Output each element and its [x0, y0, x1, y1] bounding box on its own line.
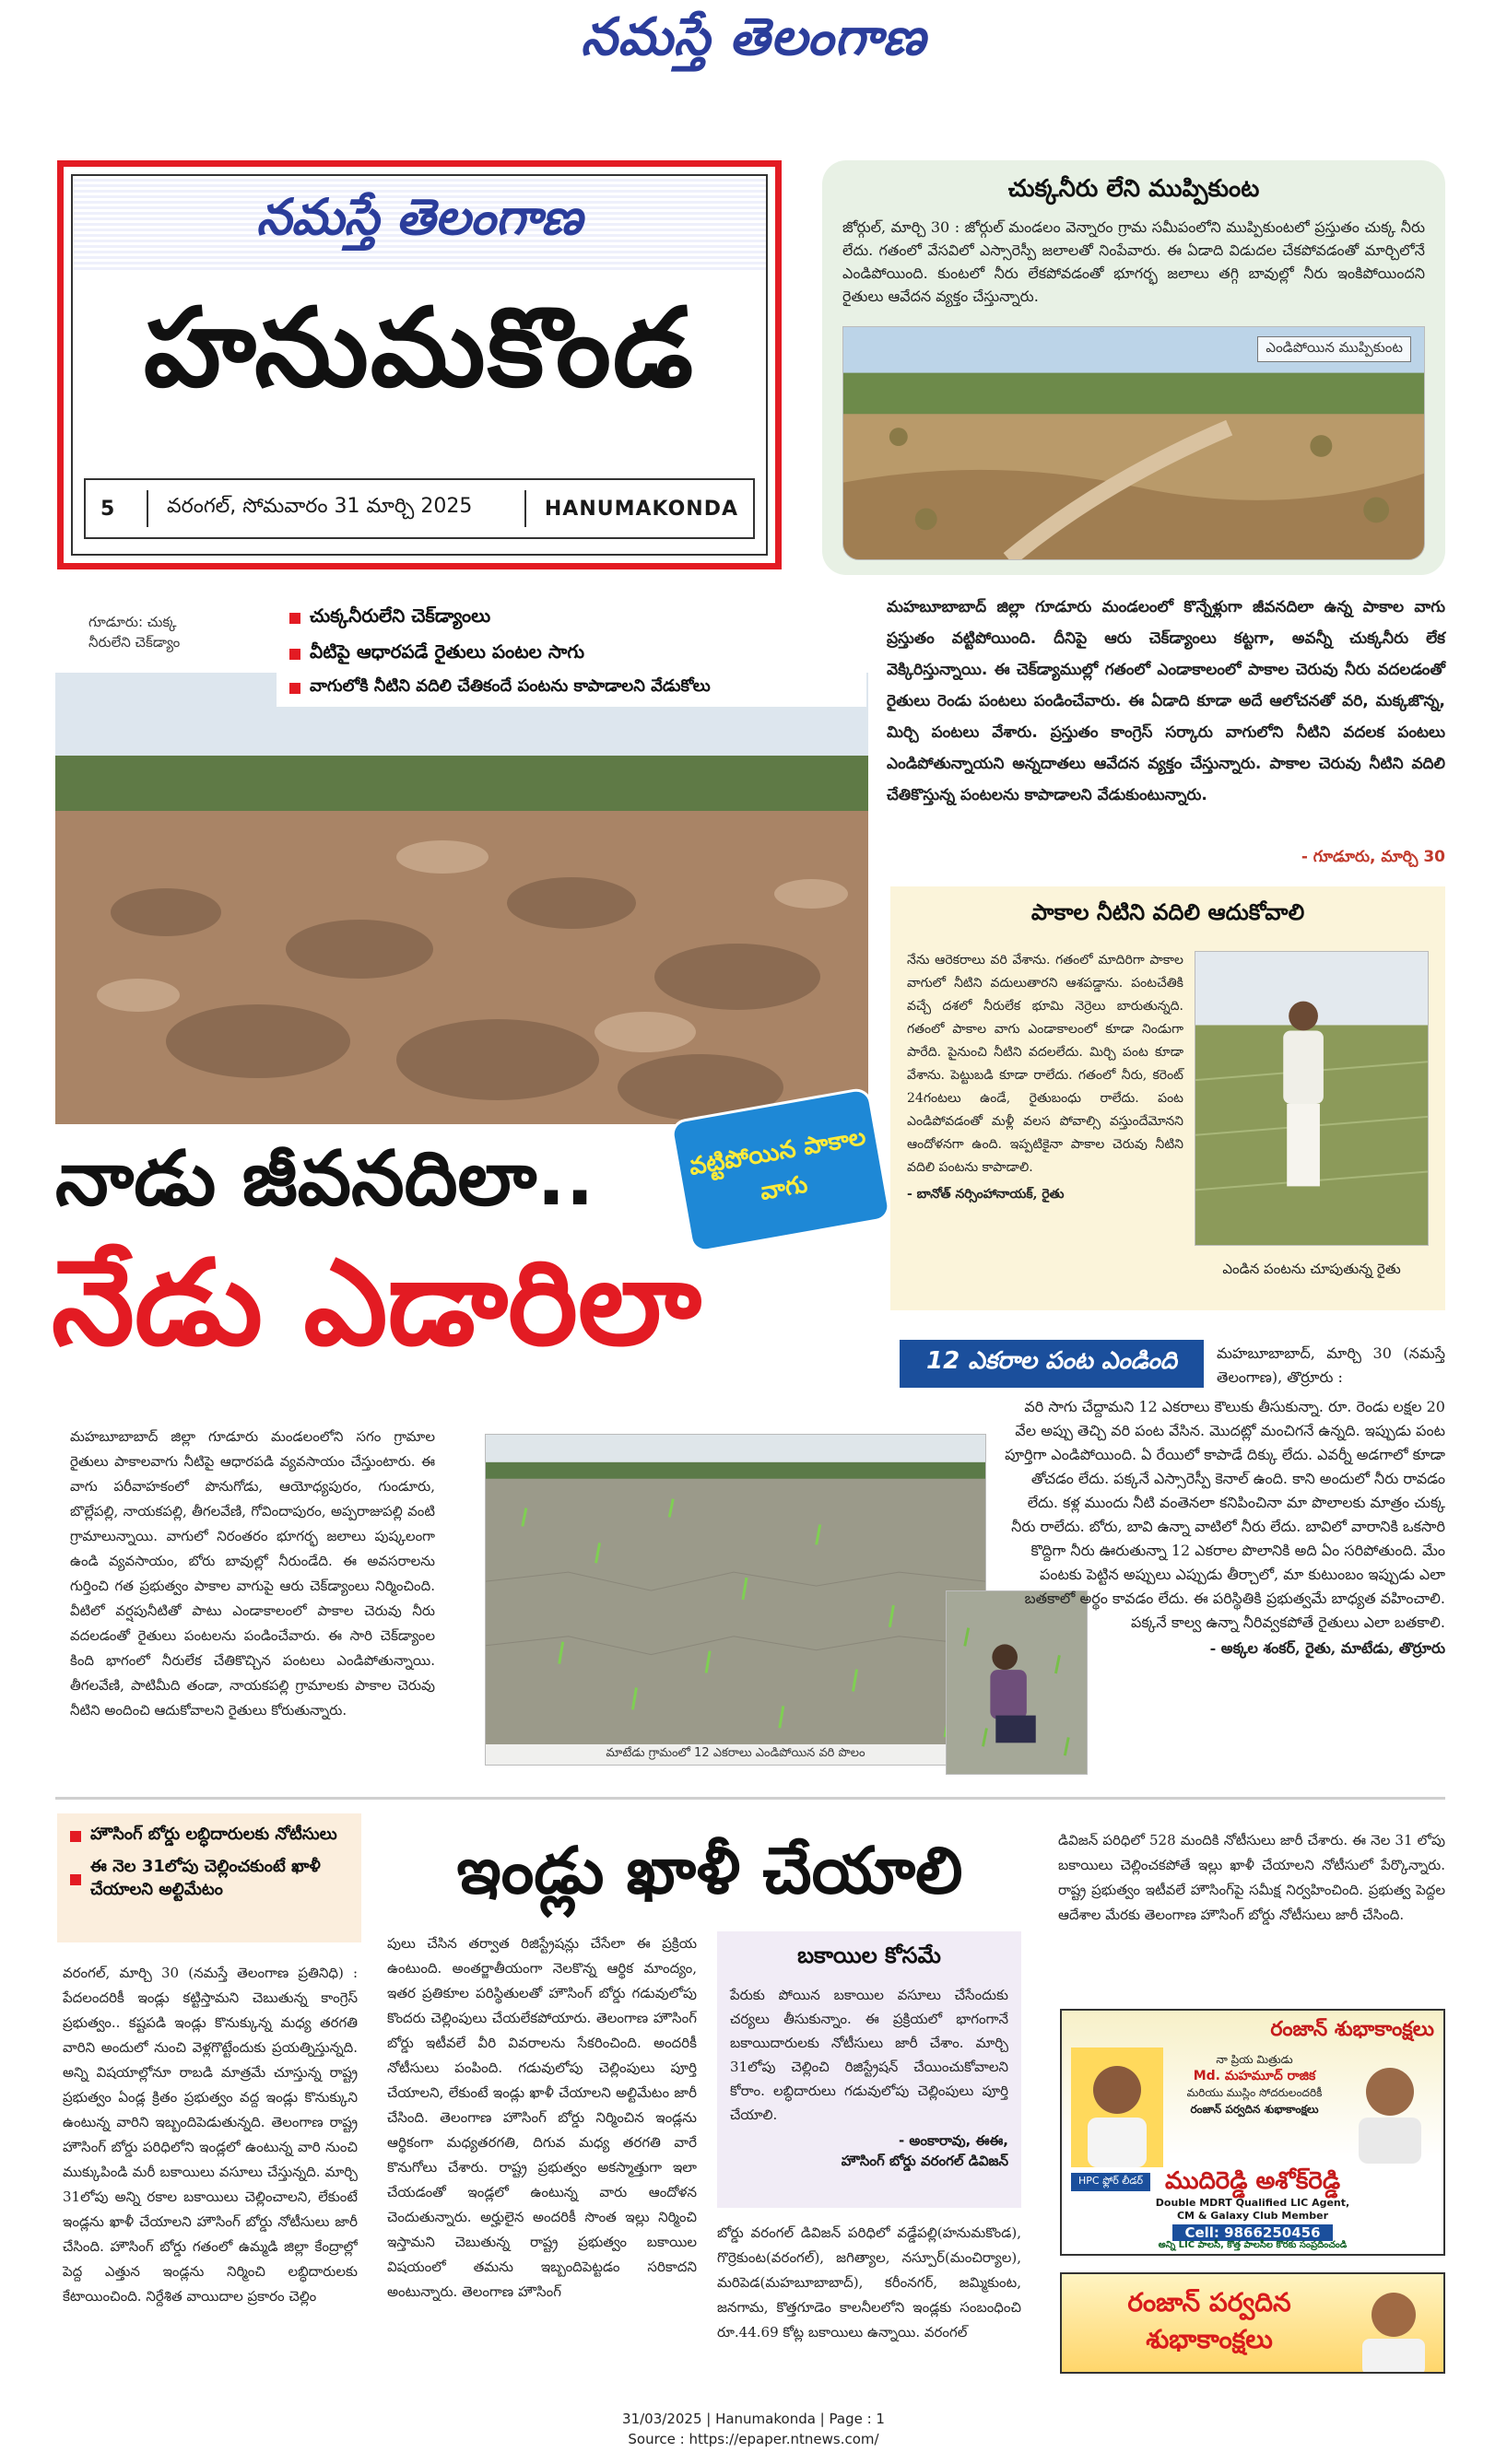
- ramzan-ad: [1060, 2009, 1445, 2256]
- ramzan-ad-sponsor: ముదిరెడ్డి అశోక్‌రెడ్డి: [1164, 2167, 1341, 2195]
- ramzan-ad-tag: HPC ఫ్లోర్ లీడర్: [1071, 2173, 1150, 2191]
- main-caption-small: [88, 612, 218, 652]
- housing-quote-body: పేరుకు పోయిన బకాయిల వసూలు చేసేందుకు చర్యలు తీసుకున్నాం. ఈ ప్రక్రియలో భాగంగానే బకాయిదారులకు నోటీసులు జారీ చేశాం. మార్చి 31లోపు చెల్లించి రిజిస్ట్రేషన్ చేయించుకోవాలని కోరాం. లబ్ధిదారులు గడువులోపు చెల్లింపులు పూర్తి చేయాలి.: [730, 1987, 1008, 2123]
- housing-bullet: హౌసింగ్ బోర్డు లబ్ధిదారులకు నోటీసులు: [70, 1825, 348, 1848]
- ramzan-ad-name: Md. మహమూద్ రాజిక: [1193, 2069, 1316, 2083]
- housing-quote-credit2: హౌసింగ్ బోర్డు వరంగల్ డివిజన్: [841, 2153, 1008, 2169]
- story-12-acres-credit: - అక్కల శంకర్, రైతు, మాటేడు, తొర్రూరు: [1209, 1639, 1445, 1657]
- ramzan-ad-line2: మరియు ముస్లిం సోదరులందరికీ: [1186, 2086, 1323, 2099]
- story-12-acres-dateline: మహబూబాబాద్, మార్చి 30 (నమస్తే తెలంగాణ), తొర్రూరు :: [1217, 1344, 1445, 1386]
- headline-line1: నాడు జీవనదిలా..: [55, 1135, 595, 1223]
- headline-sticker: వట్టిపోయిన పాకాల వాగు: [672, 1089, 889, 1250]
- housing-quote-headline: బకాయిల కోసమే: [797, 1942, 941, 1968]
- ramzan-greeting-ad: [1060, 2272, 1445, 2374]
- ramzan-greeting-title: రంజాన్ పర్వదిన శుభాకాంక్షలు: [1127, 2287, 1291, 2354]
- story-muppikunta-headline: చుక్కనీరు లేని ముప్పికుంట: [1007, 175, 1260, 203]
- housing-headline: ఇండ్లు ఖాళీ చేయాలి: [456, 1833, 963, 1908]
- main-intro: మహబూబాబాద్ జిల్లా గూడూరు మండలంలో కొన్నేళ్లుగా జీవనదిలా ఉన్న పాకాల వాగు ప్రస్తుతం వట్టిపోయింది. దీనిపై ఆరు చెక్‌డ్యాంలు కట్టగా, అవన్నీ చుక్కనీరు లేక వెక్కిరిస్తున్నాయి. ఈ చెక్‌డ్యాముల్లో గతంలో ఎండాకాలంలో పాకాల చెరువు నీరు వదలడంతో రైతులు రెండు పంటలు పండించేవారు. ఈ ఏడాది కూడా అదే ఆలోచనతో వరి, మక్కజొన్న, మిర్చి పంటలు వేశారు. ప్రస్తుతం కాంగ్రెస్ సర్కారు వాగులోని నీటిని వదలక పంటలు ఎండిపోతున్నాయని అన్నదాతలు ఆవేదన వ్యక్తం చేస్తున్నారు. పాకాల చెరువు నీటిని వదిలి చేతికొస్తున్న పంటలను కాపాడాలని వేడుకుంటున్నారు.: [887, 598, 1445, 804]
- main-bullet: చుక్కనీరులేని చెక్‌డ్యాంలు: [289, 604, 854, 631]
- ramzan-ad-sub1: Double MDRT Qualified LIC Agent,: [1155, 2197, 1350, 2209]
- edition-dateline: వరంగల్, సోమవారం 31 మార్చి 2025: [167, 495, 473, 518]
- housing-col1: వరంగల్, మార్చి 30 (నమస్తే తెలంగాణ ప్రతినిధి) : పేదలందరికీ ఇండ్లు కట్టిస్తామని చెబుతున్న కాంగ్రెస్ ప్రభుత్వం.. కష్టపడి ఇండ్లు కొనుక్కున్న మధ్య తరగతి వారిని అందులో నుంచి వెళ్లగొట్టేందుకు ప్రయత్నిస్తున్నది. అన్ని విషయాల్లోనూ రాబడి మాత్రమే చూస్తున్న రాష్ట్ర ప్రభుత్వం ఏండ్ల క్రితం ప్రభుత్వం వద్ద ఇండ్లు కొనుక్కుని ఉంటున్న వారిని ఇబ్బందిపెడుతున్నది. తెలంగాణ రాష్ట్ర హౌసింగ్ బోర్డు పరిధిలోని ఇండ్లలో ఉంటున్న వారి నుంచి ముక్కుపిండి మరీ బకాయిలు వసూలు చేస్తున్నది. మార్చి 31లోపు అన్ని రకాల బకాయిలు చెల్లించాలని, లేకుంటే ఇండ్లను ఖాళీ చేయాలని హౌసింగ్ బోర్డు నోటీసులు జారీ చేసింది. హౌసింగ్ బోర్డు గతంలో ఉమ్మడి జిల్లా కేంద్రాల్లో పెద్ద ఎత్తున ఇండ్లను నిర్మించి లబ్ధిదారులకు కేటాయించింది. నిర్దేశిత వాయిదాల ప్రకారం చెల్లిం: [63, 1965, 358, 2305]
- housing-bullets: [57, 1813, 361, 1942]
- housing-col2: పులు చేసిన తర్వాత రిజిస్ట్రేషన్లు చేసేలా ఈ ప్రక్రియ ఉంటుంది. అంతర్జాతీయంగా నెలకొన్న ఆర్థిక మాంద్యం, ఇతర ప్రతికూల పరిస్థితులతో హౌసింగ్ బోర్డు గడువులోపు కొందరు చెల్లింపులు చేయలేకపోయారు. తెలంగాణ హౌసింగ్ బోర్డు ఇటీవలే వీరి వివరాలను సేకరించింది. అందరికీ నోటీసులు పంపింది. గడువులోపు చెల్లింపులు పూర్తి చేయాలని, లేకుంటే ఇండ్లు ఖాళీ చేయాలని అల్టిమేటం జారీ చేసింది. తెలంగాణ హౌసింగ్ బోర్డు నిర్మించిన ఇండ్లను ఆర్థికంగా మధ్యతరగతి, దిగువ మధ్య తరగతి వారే కొనుగోలు చేశారు. రాష్ట్ర ప్రభుత్వం అకస్మాత్తుగా ఇలా చేయడంతో ఇండ్లలో ఉంటున్న వారు ఆందోళన చెందుతున్నారు. అర్హులైన అందరికీ సొంత ఇల్లు నిర్మించి ఇస్తామని చెబుతున్న రాష్ట్ర ప్రభుత్వం బకాయిల విషయంలో తమను ఇబ్బందిపెట్టడం సరికాదని అంటున్నారు. తెలంగాణ హౌసింగ్: [387, 1935, 697, 2300]
- masthead: [0, 7, 1507, 80]
- paddy-photo-caption: మాటేడు గ్రామంలో 12 ఎకరాలు ఎండిపోయిన వరి పొలం: [486, 1744, 985, 1765]
- housing-quote-credit1: - అంకారావు, ఈఈ,: [898, 2132, 1008, 2149]
- main-intro-credit: - గూడూరు, మార్చి 30: [1301, 848, 1445, 866]
- housing-col4: డివిజన్ పరిధిలో 528 మందికి నోటీసులు జారీ చేశారు. ఈ నెల 31 లోపు బకాయిలు చెల్లించకపోతే ఇల్లు ఖాళీ చేయాలని నోటీసులో పేర్కొన్నారు. రాష్ట్ర ప్రభుత్వం ఇటీవలే హౌసింగ్‌పై సమీక్ష నిర్వహించింది. ప్రభుత్వ పెద్దల ఆదేశాల మేరకు తెలంగాణ హౌసింగ్ బోర్డు నోటీసులు జారీ చేసింది.: [1058, 1832, 1445, 1923]
- main-bullet: వాగులోకి నీటిని వదిలి చేతికందే పంటను కాపాడాలని వేడుకోలు: [289, 676, 854, 699]
- ramzan-ad-line3: రంజాన్ పర్వదిన శుభాకాంక్షలు: [1190, 2103, 1319, 2116]
- ramzan-ad-line1: నా ప్రియ మిత్రుడు: [1216, 2053, 1293, 2066]
- housing-bullet: ఈ నెల 31లోపు చెల్లించకుంటే ఖాళీ చేయాలని అల్టిమేటం: [70, 1857, 348, 1903]
- ramzan-ad-sub2: CM & Galaxy Club Member: [1176, 2210, 1329, 2222]
- paddy-field-photo: [485, 1434, 986, 1766]
- story-pakala-credit: - బానోత్ నర్సింహానాయక్, రైతు: [907, 1187, 1065, 1202]
- river-photo-caption: గూడూరు: చుక్క నీరులేని చెక్‌డ్యాం: [88, 614, 181, 651]
- main-bullet: వీటిపై ఆధారపడే రైతులు పంటల సాగు: [289, 640, 854, 667]
- person-portrait-icon: [1071, 2047, 1163, 2167]
- ramzan-ad-phone: Cell: 9866250456: [1172, 2224, 1333, 2241]
- edition-box: [57, 160, 782, 569]
- housing-quote-box: [717, 1931, 1021, 2208]
- housing-col3: బోర్డు వరంగల్ డివిజన్ పరిధిలో వడ్డేపల్లి(హనుమకొండ), గొర్రెకుంట(వరంగల్), జగిత్యాల, నస్పూర్(మంచిర్యాల), మరిపెడ(మహబూబాబాద్), కరీంనగర్, జమ్మికుంట, జనగామ, కొత్తగూడెం కాలనీలలోని ఇండ్లకు సంబంధించి రూ.44.69 కోట్ల బకాయిలు ఉన్నాయి. వరంగల్: [717, 2224, 1021, 2341]
- edition-district-name: హనుమకొండ: [143, 283, 696, 411]
- muppikunta-photo: [842, 326, 1425, 560]
- headline-line2: నేడు ఎడారిలా: [52, 1235, 701, 1372]
- dry-riverbed-photo: [55, 673, 868, 1124]
- main-body: మహబూబాబాద్ జిల్లా గూడూరు మండలంలోని సగం గ్రామాల రైతులు పాకాలవాగు నీటిపై ఆధారపడి వ్యవసాయం చేస్తుంటారు. ఈ వాగు పరీవాహకంలో పొనుగోడు, ఆయోధ్యపురం, గుండూరు, బొల్లేపల్లి, నాయకపల్లి, తీగలవేణి, గోవిందాపురం, అప్పరాజుపల్లి వంటి గ్రామాలున్నాయి. వాగులో నిరంతరం భూగర్భ జలాలు పుష్కలంగా ఉండి వ్యవసాయం, బోరు బావుల్లో నీరుండేది. ఈ అవసరాలను గుర్తించి గత ప్రభుత్వం పాకాల వాగుపై ఆరు చెక్‌డ్యాంలు నిర్మించింది. వీటిలో వర్షపునీటితో పాటు ఎండాకాలంలో పాకాల చెరువు నీరు వదలడంతో రైతులు పంటలను పండించేవారు. ఈ సారి చెక్‌డ్యాంల కింది భాగంలో నీరులేక చేతికొచ్చిన పంటలు ఎండిపోతున్నాయి. తీగలవేణి, పాటిమీది తండా, నాయకపల్లి గ్రామాలకు పాకాల చెరువు నీటిని అందించి ఆదుకోవాలని రైతులు కోరుతున్నారు.: [70, 1428, 435, 1719]
- story-pakala: [890, 886, 1445, 1310]
- story-12-acres-body: వరి సాగు చేద్దామని 12 ఎకరాలు కౌలుకు తీసుకున్నా. రూ. రెండు లక్షల 20 వేల అప్పు తెచ్చి వరి పంట వేసిన. మొదట్లో మంచిగనే ఉన్నది. ఇప్పుడు పంట పూర్తిగా ఎండిపోయింది. ఏ రేయిలో కాపాడే దిక్కు లేదు. ఎవర్నీ అడగాలో కూడా తోచడం లేదు. పక్కనే ఎస్సారెస్పీ కెనాల్ ఉంది. కాని అందులో నీరు రావడం లేదు. కళ్ల ముందు నీటి వంతెనలా కనిపించినా మా పొలాలకు మాత్రం చుక్క నీరు రాలేదు. బోరు, బావి ఉన్నా వాటిలో నీరు లేదు. బావిలో వారానికి ఒకసారి కొద్దిగా నీరు ఊరుతున్నా 12 ఎకరాల పొలానికి అది ఏం సరిపోతుంది. మేం పంటకు పెట్టిన అప్పులు ఎప్పుడు తీర్చాలో, మా కుటుంబం ఇప్పుడు ఎలా బతకాలో అర్థం కావడం లేదు. ఈ పరిస్థితికి ప్రభుత్వమే బాధ్యత వహించాలి. పక్కనే కాల్వ ఉన్నా నీరివ్వకపోతే రైతులు ఎలా బతకాలి. - అక్కల శంకర్, రైతు, మాటేడు, తొర్రూరు: [1005, 1395, 1445, 1660]
- story-muppikunta-body: జోర్గుల్, మార్చి 30 : జోర్గుల్ మండలం వెన్నారం గ్రామ సమీపంలోని ముప్పికుంటలో ప్రస్తుతం చుక్క నీరు లేదు. గతంలో వేసవిలో ఎస్సారెస్పీ జలాలతో నింపేవారు. ఈ ఏడాది విడుదల చేకపోవడంతో మార్చిలోనే ఎండిపోయింది. కుంటలో నీరు లేకపోవడంతో భూగర్భ జలాలు తగ్గి బావుల్లో నీరు ఇంకిపోయిందని రైతులు ఆవేదన వ్యక్తం చేస్తున్నారు.: [842, 218, 1425, 305]
- footer-line1: 31/03/2025 | Hanumakonda | Page : 1: [622, 2411, 885, 2427]
- muppikunta-photo-caption: ఎండిపోయిన ముప్పికుంట: [1257, 336, 1411, 362]
- farmer-photo-caption: ఎండిన పంటను చూపుతున్న రైతు: [1222, 1261, 1401, 1277]
- masthead-title: నమస్తే తెలంగాణ: [581, 7, 926, 67]
- main-bullets: [277, 597, 866, 707]
- story-pakala-body: నేను ఆరెకరాలు వరి వేశాను. గతంలో మాదిరిగా పాకాల వాగులో నీటిని వదులుతారని ఆశపడ్డాను. పంటచేతికి వచ్చే దశలో నీరులేక భూమి నెర్రెలు బారుతున్నది. గతంలో పాకాల వాగు ఎండాకాలంలో కూడా నిండుగా పారేది. పైనుంచి నీటిని వదలలేదు. మిర్చి పంట కూడా వేశాను. పెట్టుబడి కూడా రాలేదు. గతంలో నీరు, కరెంట్ 24గంటలు ఉండే, రైతుబంధు రాలేదు. పంట ఎండిపోవడంతో మళ్లీ వలస పోవాల్సి వస్తుందేమోనని ఆందోళనగా ఉంది. ఇప్పటికైనా పాకాల చెరువు నీటిని వదిలి పంటను కాపాడాలి. - బానోత్ నర్సింహానాయక్, రైతు: [907, 949, 1183, 1206]
- story-muppikunta: [822, 160, 1445, 575]
- ramzan-ad-footer: అన్ని LIC పాలసీ, కొత్త పాలసీల కొరకు సంప్రదించండి: [1158, 2240, 1348, 2250]
- story-12-acres-tag: 12 ఎకరాల పంట ఎండింది: [900, 1340, 1204, 1388]
- edition-name-en: HANUMAKONDA: [544, 497, 738, 521]
- farmer-photo: [1195, 951, 1429, 1246]
- ramzan-ad-title: రంజాన్ శుభాకాంక్షలు: [1270, 2018, 1434, 2041]
- leader-portrait-icon: [1346, 2053, 1434, 2164]
- story-pakala-headline: పాకాల నీటిని వదిలి ఆదుకోవాలి: [1030, 899, 1305, 925]
- page-footer: [0, 2409, 1507, 2449]
- footer-source: Source : https://epaper.ntnews.com/: [628, 2431, 879, 2447]
- edition-page-number: 5: [100, 497, 115, 521]
- edition-paper-name: నమస్తే తెలంగాణ: [256, 187, 583, 246]
- section-divider: [55, 1797, 1445, 1800]
- leader-photo-icon: [1348, 2274, 1440, 2374]
